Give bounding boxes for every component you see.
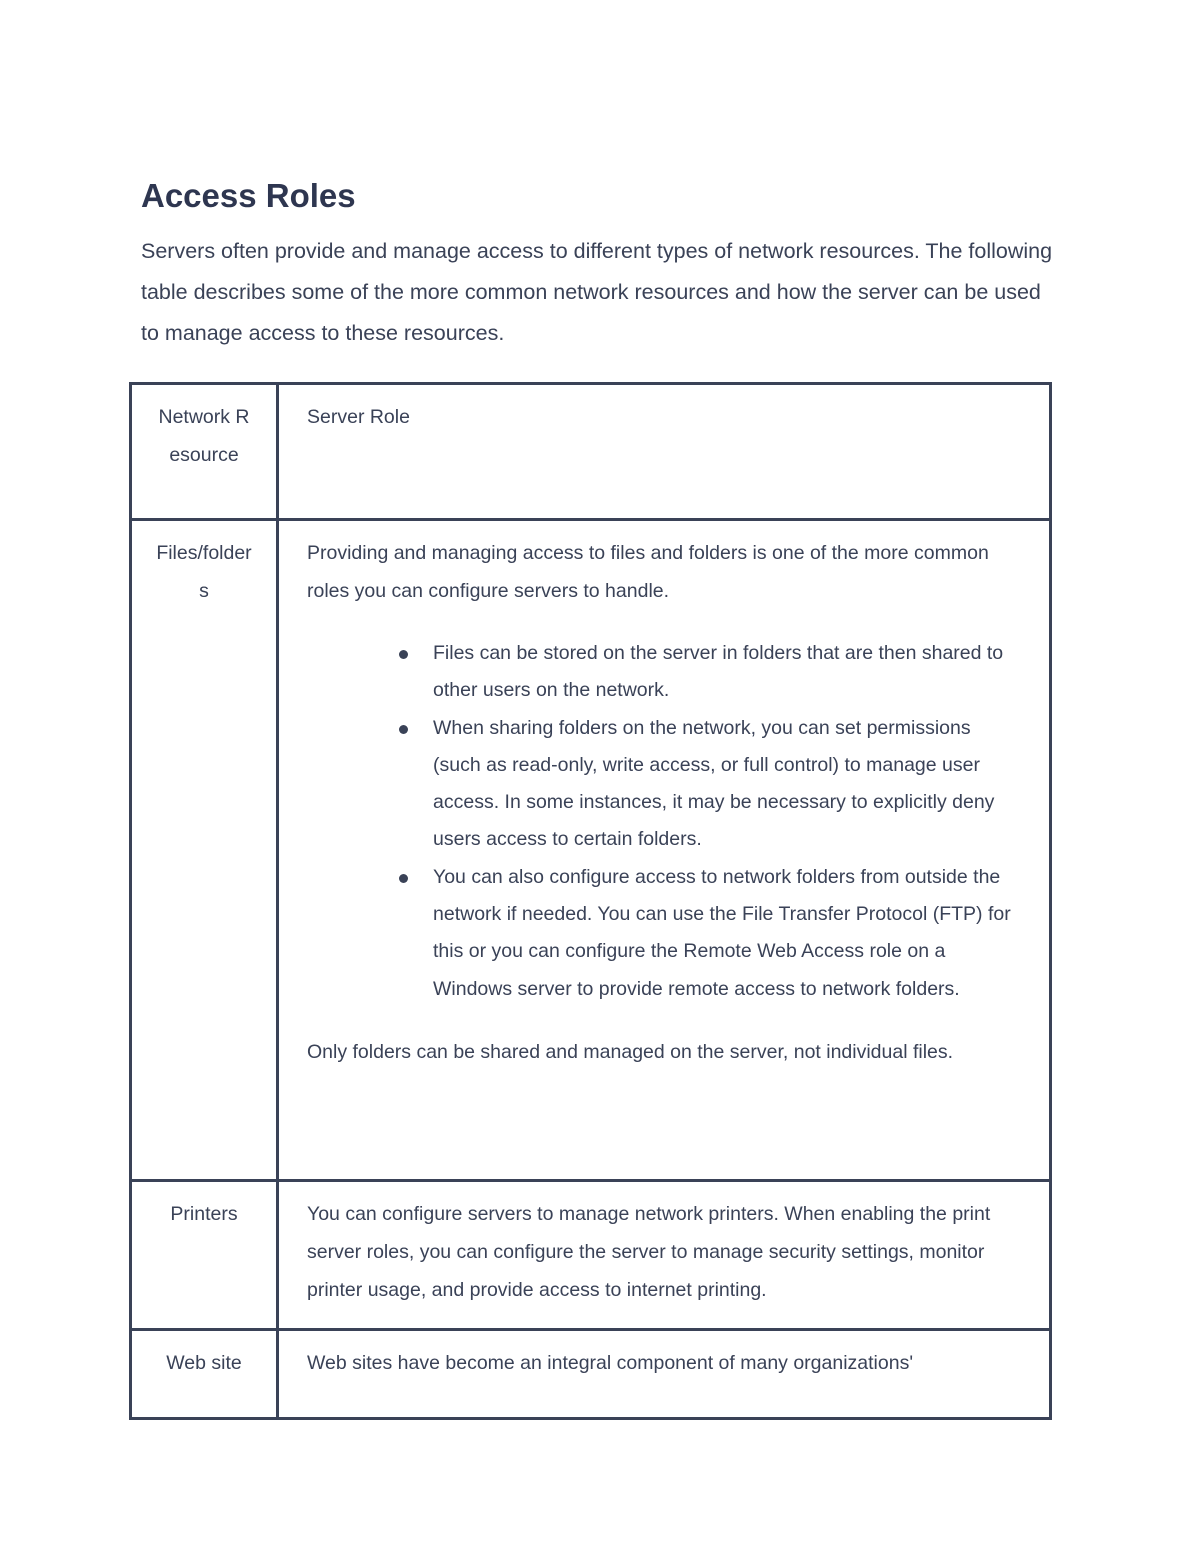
access-roles-table — [129, 382, 1052, 1420]
bullet-text: Files can be stored on the server in folders that are then shared to other users on the network. — [433, 642, 1004, 702]
intro-paragraph: Servers often provide and manage access to different types of network resources. The following table describes some of the more common network resources and how the server can be used to manage access to these resources. — [141, 239, 1053, 345]
files-bullet-list — [307, 635, 1021, 1008]
table-row — [131, 1330, 1051, 1419]
bullet-text: You can also configure access to network folders from outside the network if needed. You can use the File Transfer Protocol (FTP) for this or you can configure the Remote Web Access role on a Windows server to provide remote access to network folders. — [433, 865, 1011, 1000]
files-intro-text: Providing and managing access to files and folders is one of the more common roles you can configure servers to handle. — [307, 542, 989, 602]
header-network-resource: Network Resource — [131, 384, 278, 520]
table-header-row — [131, 384, 1051, 520]
table-row — [131, 520, 1051, 1181]
role-files-folders — [278, 520, 1051, 1181]
role-printers: You can configure servers to manage network printers. When enabling the print server roles, you can configure the server to manage security settings, monitor printer usage, and provide access to internet printing. — [278, 1181, 1051, 1330]
bullet-text: When sharing folders on the network, you can set permissions (such as read-only, write access, or full control) to manage user access. In some instances, it may be necessary to explicitly deny users access to certain folders. — [433, 716, 995, 851]
table-row — [131, 1181, 1051, 1330]
resource-printers: Printers — [131, 1181, 278, 1330]
role-web-site: Web sites have become an integral component of many organizations' — [278, 1330, 1051, 1419]
list-item — [433, 635, 1021, 710]
list-item — [433, 710, 1021, 859]
bullet-icon — [399, 874, 408, 883]
list-item — [433, 859, 1021, 1008]
header-server-role: Server Role — [278, 384, 1051, 520]
bullet-icon — [399, 725, 408, 734]
resource-files-folders: Files/folders — [131, 520, 278, 1181]
files-note-text: Only folders can be shared and managed on the server, not individual files. — [307, 1040, 954, 1063]
page-title: Access Roles — [141, 177, 356, 214]
resource-web-site: Web site — [131, 1330, 278, 1419]
bullet-icon — [399, 650, 408, 659]
